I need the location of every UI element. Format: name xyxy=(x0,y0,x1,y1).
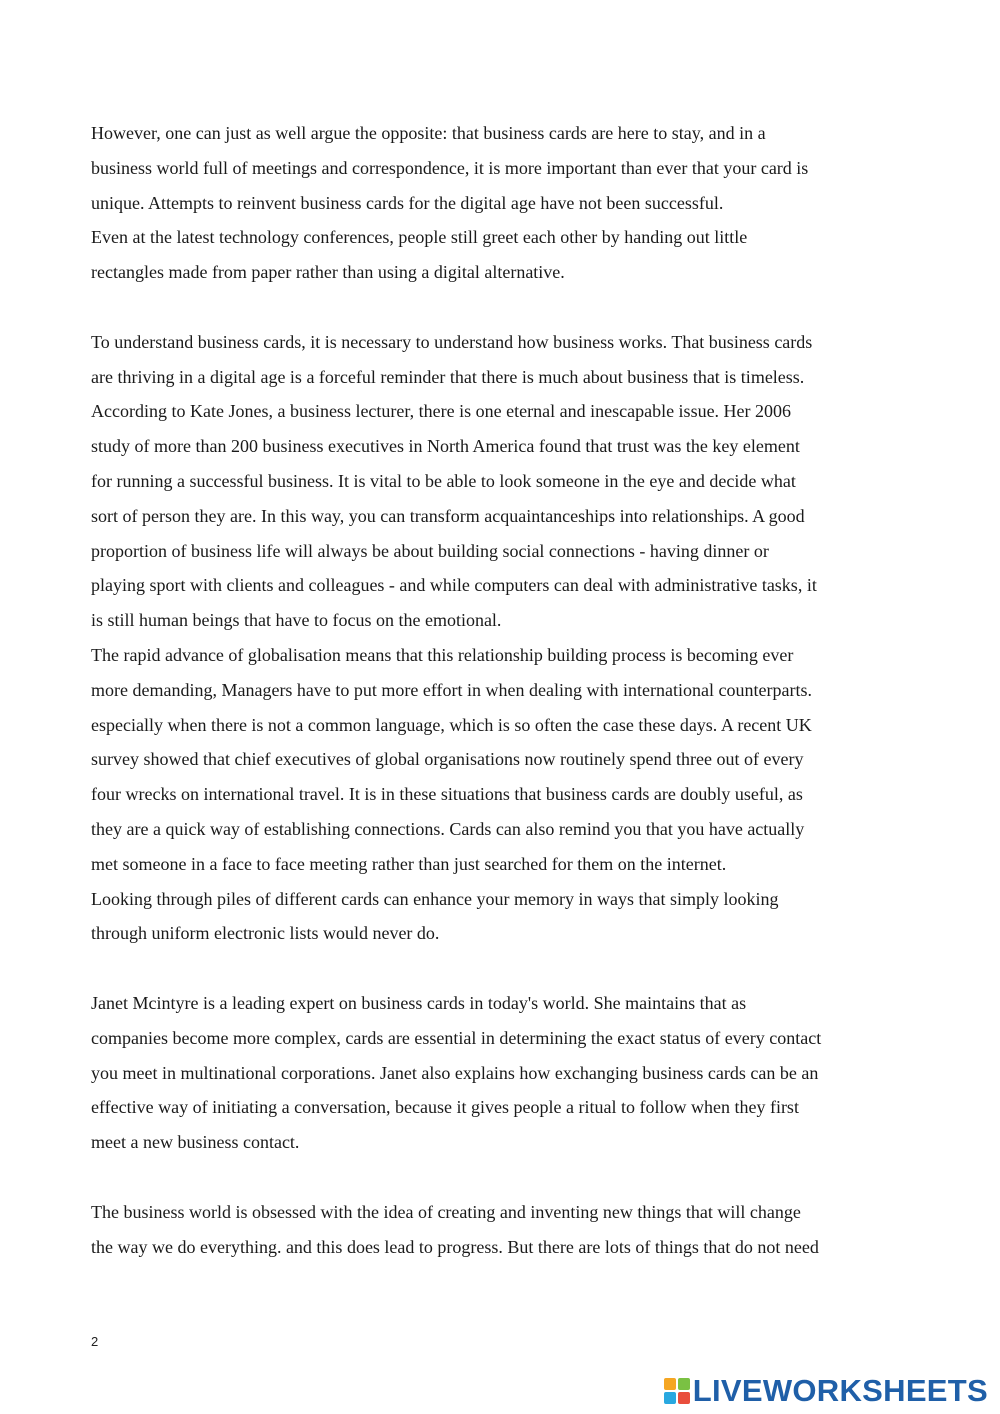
paragraph-3 xyxy=(91,986,921,1160)
brand-name: LIVEWORKSHEETS xyxy=(692,1373,988,1408)
text-line: Even at the latest technology conferences, people still greet each other by handing out little xyxy=(91,227,748,248)
text-line: However, one can just as well argue the opposite: that business cards are here to stay, and in a xyxy=(91,123,766,143)
page-number: 2 xyxy=(91,1334,99,1349)
logo-tile-l xyxy=(664,1378,676,1390)
text-line: To understand business cards, it is necessary to understand how business works. That business cards xyxy=(91,331,813,352)
text-line: met someone in a face to face meeting rather than just searched for them on the internet. xyxy=(91,853,727,874)
text-line: the way we do everything. and this does lead to progress. But there are lots of things that do not need xyxy=(91,1236,819,1257)
text-line: The rapid advance of globalisation means that this relationship building process is becoming ever xyxy=(91,644,794,665)
text-line: business world full of meetings and correspondence, it is more important than ever that your card is xyxy=(91,157,809,178)
text-line: Looking through piles of different cards can enhance your memory in ways that simply looking xyxy=(91,888,779,909)
text-line: The business world is obsessed with the idea of creating and inventing new things that will change xyxy=(91,1201,801,1222)
text-line: four wrecks on international travel. It is in these situations that business cards are doubly useful, as xyxy=(91,784,803,805)
paragraph-2 xyxy=(91,325,921,951)
text-line: more demanding, Managers have to put more effort in when dealing with international counterparts. xyxy=(91,679,812,700)
text-line: proportion of business life will always be about building social connections - having dinner or xyxy=(91,540,769,561)
text-line: meet a new business contact. xyxy=(91,1132,300,1153)
paragraph-1 xyxy=(91,116,921,290)
liveworksheets-logo-icon xyxy=(664,1378,690,1404)
paragraph-spacer xyxy=(91,1160,921,1195)
text-line: they are a quick way of establishing connections. Cards can also remind you that you have actually xyxy=(91,818,805,839)
text-line: survey showed that chief executives of global organisations now routinely spend three out of every xyxy=(91,749,804,770)
text-line: study of more than 200 business executives in North America found that trust was the key element xyxy=(91,436,800,457)
paragraph-spacer xyxy=(91,290,921,325)
logo-tile-v xyxy=(664,1392,676,1404)
text-line: rectangles made from paper rather than using a digital alternative. xyxy=(91,262,565,283)
text-line: unique. Attempts to reinvent business cards for the digital age have not been successful. xyxy=(91,192,724,213)
logo-tile-e xyxy=(678,1392,690,1404)
text-line: especially when there is not a common language, which is so often the case these days. A recent UK xyxy=(91,714,812,735)
document-body xyxy=(91,116,921,1264)
text-line: sort of person they are. In this way, you can transform acquaintanceships into relationships. A good xyxy=(91,505,805,526)
text-line: According to Kate Jones, a business lecturer, there is one eternal and inescapable issue. Her 2006 xyxy=(91,401,792,422)
text-line: effective way of initiating a conversation, because it gives people a ritual to follow when they first xyxy=(91,1097,799,1118)
text-line: Janet Mcintyre is a leading expert on business cards in today's world. She maintains that as xyxy=(91,992,747,1013)
text-line: companies become more complex, cards are essential in determining the exact status of every contact xyxy=(91,1027,822,1048)
text-line: is still human beings that have to focus on the emotional. xyxy=(91,610,502,631)
liveworksheets-brand[interactable] xyxy=(664,1372,988,1410)
text-line: through uniform electronic lists would never do. xyxy=(91,923,440,944)
text-line: for running a successful business. It is vital to be able to look someone in the eye and decide what xyxy=(91,470,796,491)
paragraph-spacer xyxy=(91,951,921,986)
text-line: are thriving in a digital age is a forceful reminder that there is much about business that is timeless. xyxy=(91,366,805,387)
paragraph-4 xyxy=(91,1195,921,1265)
text-line: playing sport with clients and colleagues - and while computers can deal with administrative tasks, it xyxy=(91,575,817,596)
text-line: you meet in multinational corporations. Janet also explains how exchanging business cards can be an xyxy=(91,1062,819,1083)
logo-tile-i xyxy=(678,1378,690,1390)
